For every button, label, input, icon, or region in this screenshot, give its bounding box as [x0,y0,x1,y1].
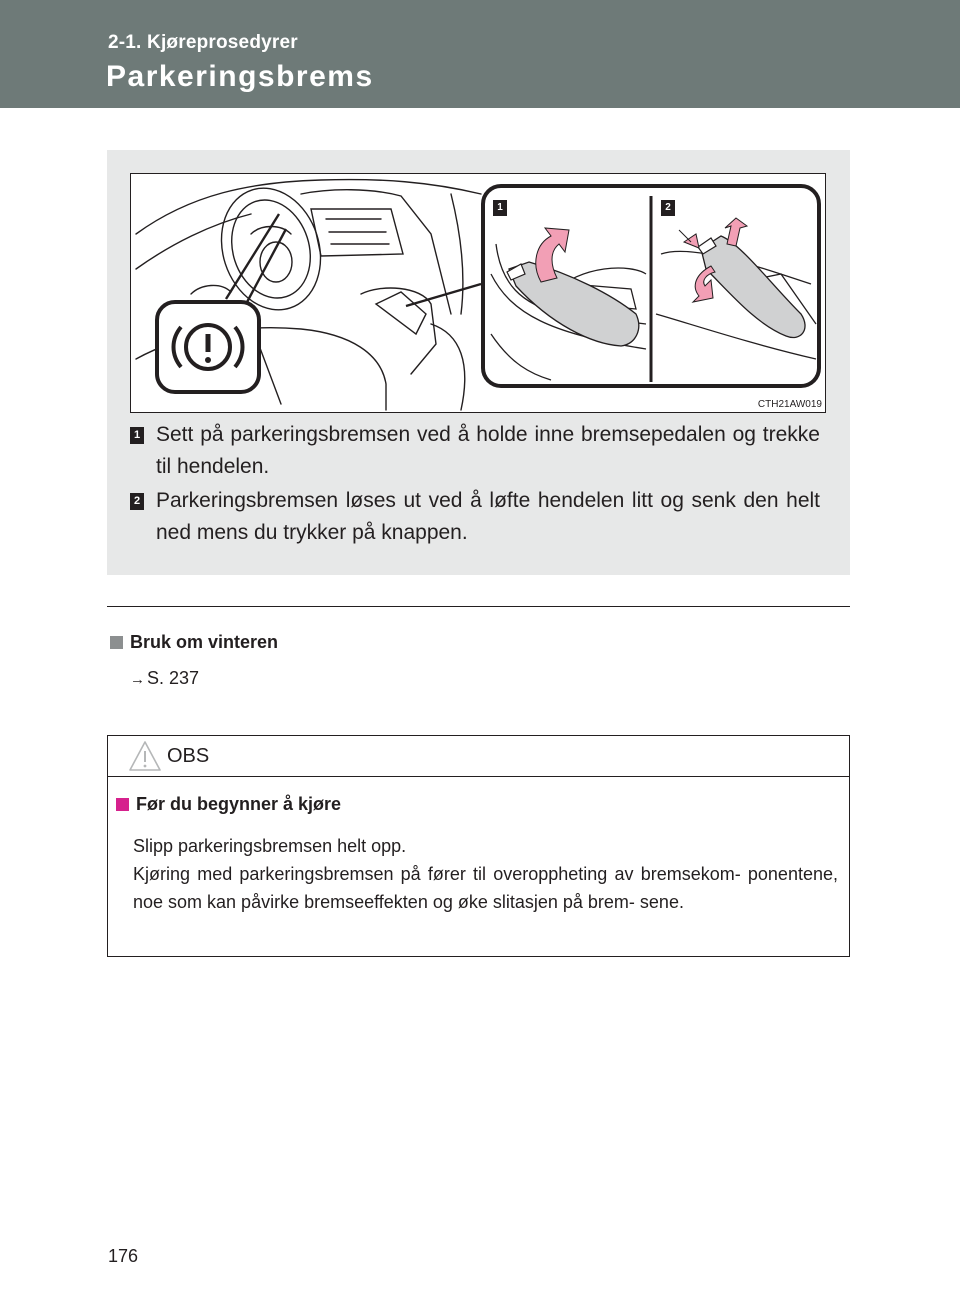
badge-2: 2 [661,200,675,216]
warning-subheading-text: Før du begynner å kjøre [136,794,342,814]
page-header [0,0,960,108]
arrow-right-icon: → [130,671,145,688]
warning-header [108,736,849,777]
page-title: Parkeringsbrems [106,60,374,93]
warning-body [133,832,838,916]
step-text: Sett på parkeringsbremsen ved å holde inne bremsepedalen og trekke til hendelen. [156,423,820,478]
step-number: 2 [130,493,144,510]
winter-heading [110,632,278,653]
figure-code: CTH21AW019 [757,399,822,410]
step-2 [130,485,820,549]
warning-subheading [116,794,341,815]
square-bullet-icon [110,636,123,649]
winter-heading-text: Bruk om vinteren [130,632,279,652]
badge-1: 1 [493,200,507,216]
warning-label: OBS [167,745,210,767]
square-bullet-icon [116,798,129,811]
warning-paragraph: Kjøring med parkeringsbremsen på fører til overoppheting av bremsekom- ponentene, noe som kan påvirke bremseeffekten og øke slitasjen på brem- sene. [133,864,838,912]
parking-brake-illustration [130,173,826,413]
illustration-drawing [131,174,825,412]
page-reference-text: S. 237 [147,668,200,688]
step-number: 1 [130,427,144,444]
step-1 [130,419,820,483]
warning-line-1: Slipp parkeringsbremsen helt opp. [133,836,407,856]
warning-box [107,735,850,957]
page-reference[interactable] [130,668,199,689]
section-number: 2-1. Kjøreprosedyrer [108,32,298,53]
step-text: Parkeringsbremsen løses ut ved å løfte hendelen litt og senk den helt ned mens du trykker på knappen. [156,489,820,544]
section-divider [107,606,850,607]
warning-triangle-icon [128,740,162,772]
page-number: 176 [108,1246,139,1266]
